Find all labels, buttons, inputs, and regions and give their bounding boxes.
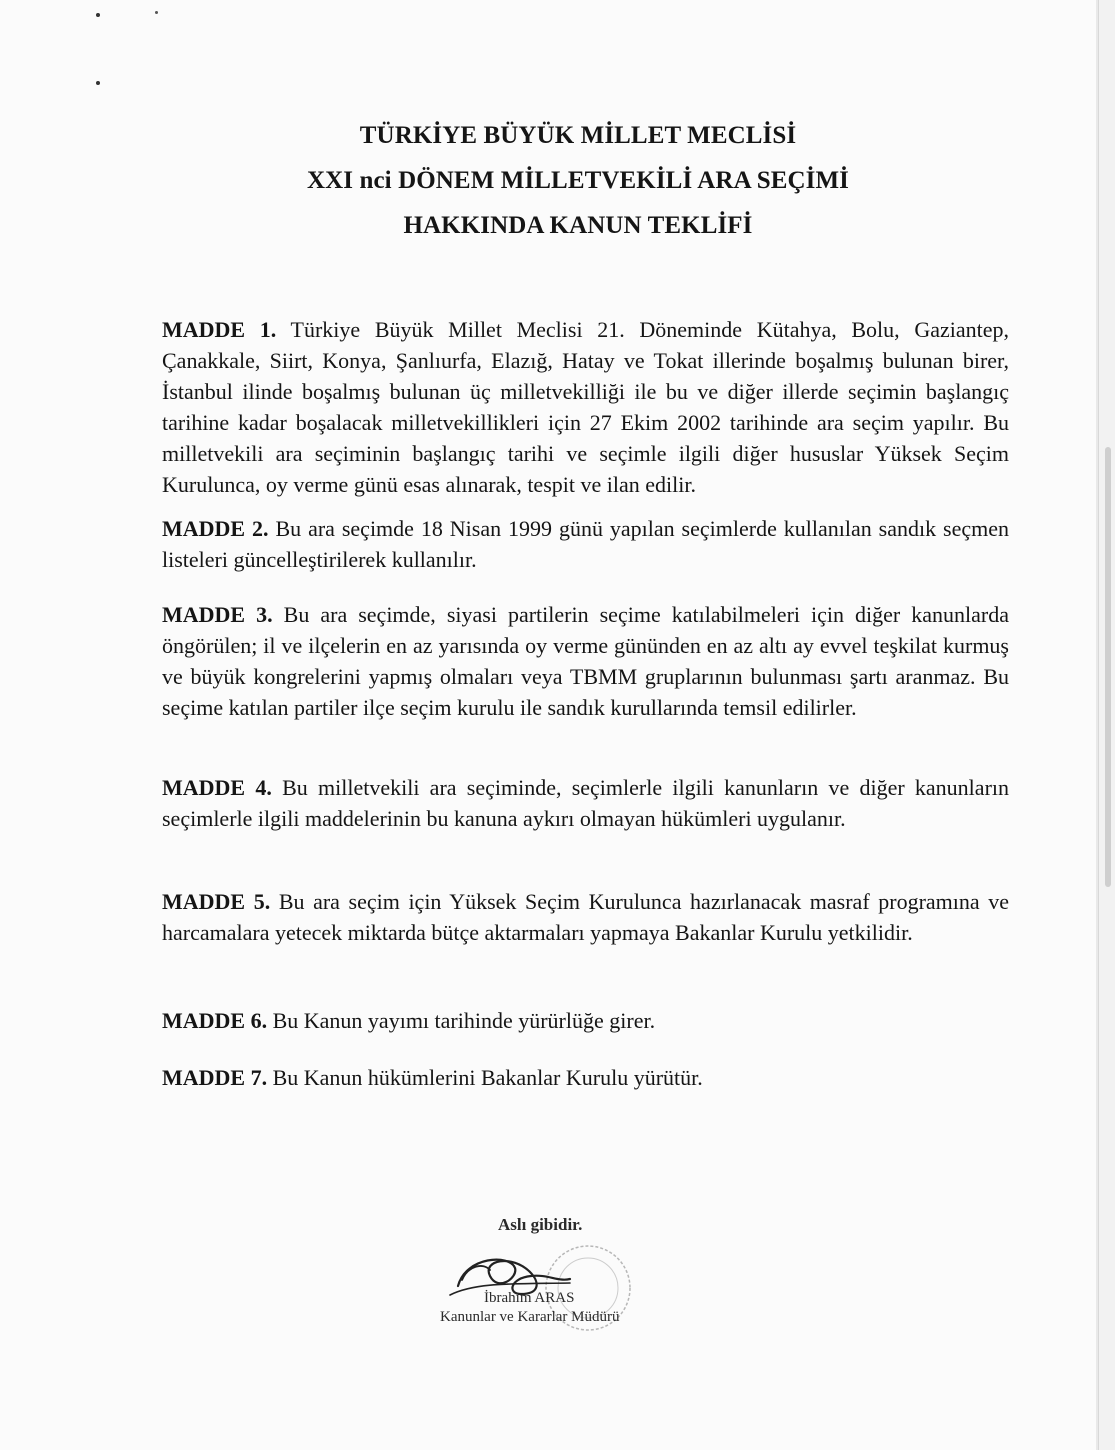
article-text: Bu ara seçimde 18 Nisan 1999 günü yapılan seçimlerde kullanılan sandık seçmen listeleri güncelleştirilerek kullanılır. (162, 516, 1010, 572)
article-text: Bu Kanun yayımı tarihinde yürürlüğe girer. (272, 1008, 656, 1033)
ink-speck (96, 81, 100, 85)
stamp-name: İbrahim ARAS (484, 1290, 575, 1306)
article-5 (162, 886, 1009, 948)
article-7 (162, 1062, 1009, 1093)
document-title-line-3: HAKKINDA KANUN TEKLİFİ (403, 212, 753, 239)
article-6 (162, 1005, 1009, 1036)
article-1 (162, 314, 1009, 500)
article-label: MADDE 1. (162, 317, 277, 342)
article-label: MADDE 5. (162, 889, 271, 914)
article-4 (162, 772, 1009, 834)
article-2 (162, 513, 1009, 575)
article-3 (162, 599, 1009, 723)
article-label: MADDE 3. (162, 602, 273, 627)
certification-stamp (420, 1210, 690, 1380)
ink-speck (155, 11, 158, 14)
article-label: MADDE 4. (162, 775, 272, 800)
article-text: Bu milletvekili ara seçiminde, seçimlerle ilgili kanunların ve diğer kanunların seçimlerle ilgili maddelerinin bu kanuna aykırı olmayan hükümleri uygulanır. (162, 775, 1010, 831)
article-text: Bu ara seçimde, siyasi partilerin seçime katılabilmeleri için diğer kanunlarda öngörülen; il ve ilçelerin en az yarısında oy verme gününden en az altı ay evvel teşkilat kurmuş ve büyük kongrelerini yapmış olmaları veya TBMM gruplarının bulunması şartı aranmaz. Bu seçime katılan partiler ilçe seçim kurulu ile sandık kurullarında temsil edilirler. (162, 602, 1010, 720)
article-text: Türkiye Büyük Millet Meclisi 21. Döneminde Kütahya, Bolu, Gaziantep, Çanakkale, Siirt, Konya, Şanlıurfa, Elazığ, Hatay ve Tokat illerinde boşalmış bulunan birer, İstanbul ilinde boşalmış bulunan üç milletvekilliği ile bu ve diğer illerde seçimin başlangıç tarihine kadar boşalacak milletvekillikleri için 27 Ekim 2002 tarihinde ara seçim yapılır. Bu milletvekili ara seçiminin başlangıç tarihi ve seçimle ilgili diğer hususlar Yüksek Seçim Kurulunca, oy verme günü esas alınarak, tespit ve ilan edilir. (162, 317, 1009, 497)
article-text: Bu ara seçim için Yüksek Seçim Kurulunca hazırlanacak masraf programına ve harcamalara yetecek miktarda bütçe aktarmaları yapmaya Bakanlar Kurulu yetkilidir. (162, 889, 1010, 945)
article-label: MADDE 6. (162, 1008, 268, 1033)
document-title-line-2: XXI nci DÖNEM MİLLETVEKİLİ ARA SEÇİMİ (307, 167, 849, 194)
stamp-certification-text: Aslı gibidir. (498, 1215, 583, 1234)
document-title-line-1: TÜRKİYE BÜYÜK MİLLET MECLİSİ (359, 122, 797, 149)
article-label: MADDE 2. (162, 516, 269, 541)
vertical-scrollbar[interactable] (1105, 447, 1111, 887)
article-label: MADDE 7. (162, 1065, 268, 1090)
stamp-office: Kanunlar ve Kararlar Müdürü (440, 1309, 620, 1325)
ink-speck (96, 13, 100, 17)
article-text: Bu Kanun hükümlerini Bakanlar Kurulu yürütür. (272, 1065, 703, 1090)
